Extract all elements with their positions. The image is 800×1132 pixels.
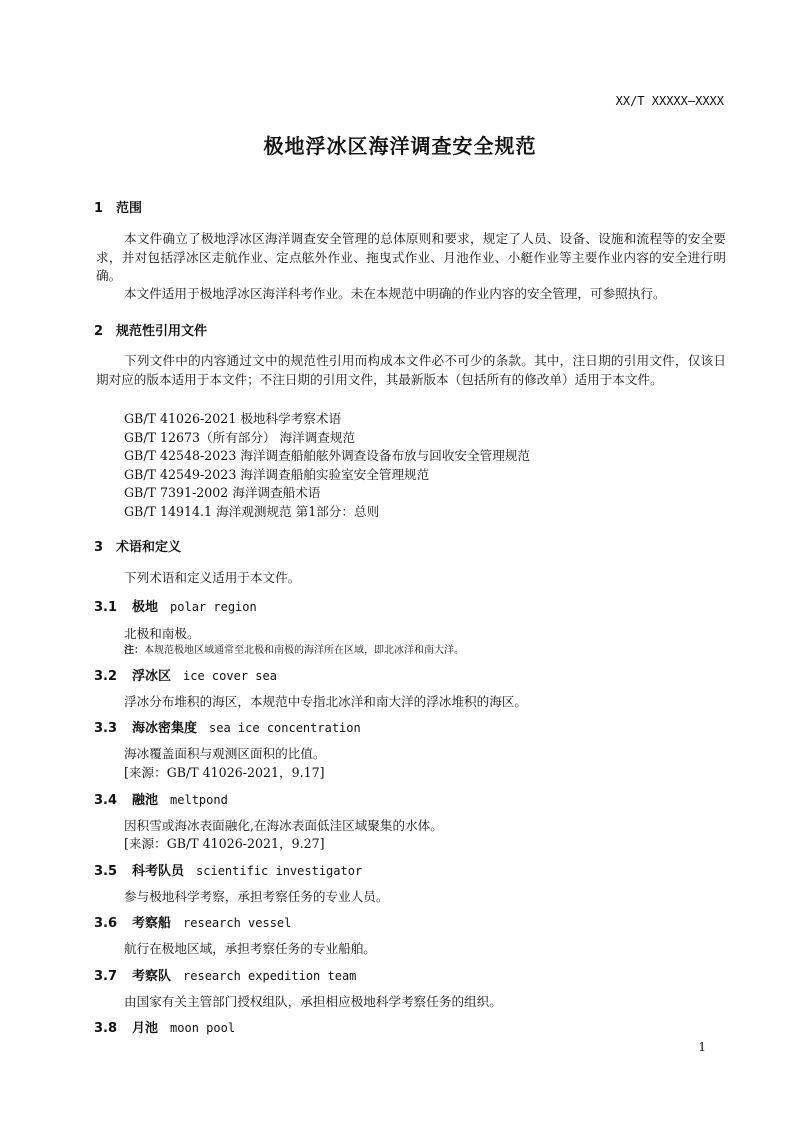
term-zh: 科考队员 — [132, 864, 185, 879]
term-source: [来源：GB/T 41026-2021，9.27] — [124, 836, 325, 851]
reference-item: GB/T 41026-2021 极地科学考察术语 — [124, 411, 342, 426]
term-heading-research-vessel — [94, 912, 291, 931]
term-zh: 极地 — [132, 600, 159, 615]
term-zh: 考察船 — [132, 916, 172, 931]
section-number: 3 — [94, 540, 104, 555]
term-heading-moon-pool — [94, 1017, 235, 1036]
note-text: 本规范极地区域通常至北极和南极的海洋所在区域，即北冰洋和南大洋。 — [144, 645, 464, 656]
term-heading-ice-cover-sea — [94, 665, 277, 684]
standard-code: XX/T XXXXX—XXXX — [615, 94, 724, 108]
term-heading-scientific-investigator — [94, 860, 362, 879]
section-title: 范围 — [116, 201, 143, 216]
term-heading-sea-ice-concentration — [94, 717, 361, 736]
term-definition: 海冰覆盖面积与观测区面积的比值。 — [124, 746, 326, 761]
term-number: 3.5 — [94, 864, 118, 879]
section-title: 规范性引用文件 — [116, 324, 208, 339]
terms-intro-paragraph: 下列术语和定义适用于本文件。 — [124, 570, 301, 585]
references-intro-paragraph: 下列文件中的内容通过文中的规范性引用而构成本文件必不可少的条款。其中，注日期的引用文件，仅该日期对应的版本适用于本文件；不注日期的引用文件，其最新版本（包括所有的修改单）适用于本文件。 — [96, 353, 726, 387]
term-zh: 月池 — [132, 1021, 159, 1036]
term-zh: 浮冰区 — [132, 669, 172, 684]
section-title: 术语和定义 — [116, 540, 182, 555]
reference-item: GB/T 7391-2002 海洋调查船术语 — [124, 485, 321, 500]
document-title: 极地浮冰区海洋调查安全规范 — [263, 134, 537, 158]
term-definition: 北极和南极。 — [124, 626, 200, 641]
term-en: sea ice concentration — [209, 721, 361, 735]
section-number: 1 — [94, 201, 104, 216]
term-zh: 海冰密集度 — [132, 721, 198, 736]
term-definition: 参与极地科学考察，承担考察任务的专业人员。 — [124, 889, 389, 904]
scope-paragraph-2: 本文件适用于极地浮冰区海洋科考作业。未在本规范中明确的作业内容的安全管理，可参照执行。 — [124, 286, 666, 301]
reference-item: GB/T 42548-2023 海洋调查船舶舷外调查设备布放与回收安全管理规范 — [124, 448, 530, 463]
term-number: 3.3 — [94, 721, 118, 736]
term-definition: 由国家有关主管部门授权组队，承担相应极地科学考察任务的组织。 — [124, 994, 502, 1009]
term-heading-research-expedition-team — [94, 965, 356, 984]
term-number: 3.2 — [94, 669, 118, 684]
term-en: polar region — [170, 600, 257, 614]
page-number: 1 — [698, 1040, 706, 1054]
term-note — [124, 641, 464, 656]
term-number: 3.6 — [94, 916, 118, 931]
term-en: research vessel — [183, 916, 292, 930]
term-heading-meltpond — [94, 789, 228, 808]
term-number: 3.4 — [94, 793, 118, 808]
term-number: 3.1 — [94, 600, 118, 615]
reference-item: GB/T 12673（所有部分） 海洋调查规范 — [124, 430, 356, 445]
section-number: 2 — [94, 324, 104, 339]
note-label: 注： — [124, 645, 144, 656]
term-zh: 融池 — [132, 793, 159, 808]
term-definition: 因积雪或海冰表面融化,在海冰表面低洼区域聚集的水体。 — [124, 818, 443, 833]
term-en: moon pool — [170, 1021, 236, 1035]
term-number: 3.8 — [94, 1021, 118, 1036]
term-en: meltpond — [170, 793, 228, 807]
term-definition: 浮冰分布堆积的海区，本规范中专指北冰洋和南大洋的浮冰堆积的海区。 — [124, 694, 527, 709]
term-zh: 考察队 — [132, 969, 172, 984]
term-source: [来源：GB/T 41026-2021，9.17] — [124, 765, 325, 780]
term-en: scientific investigator — [196, 864, 363, 878]
reference-item: GB/T 14914.1 海洋观测规范 第1部分：总则 — [124, 504, 380, 519]
term-number: 3.7 — [94, 969, 118, 984]
term-heading-polar-region — [94, 596, 257, 615]
section-heading-normative-references — [94, 320, 207, 339]
term-en: ice cover sea — [183, 669, 277, 683]
section-heading-scope — [94, 197, 142, 216]
term-definition: 航行在极地区域，承担考察任务的专业船舶。 — [124, 941, 376, 956]
reference-item: GB/T 42549-2023 海洋调查船舶实验室安全管理规范 — [124, 467, 430, 482]
term-en: research expedition team — [183, 969, 357, 983]
scope-paragraph-1: 本文件确立了极地浮冰区海洋调查安全管理的总体原则和要求，规定了人员、设备、设施和流程等的安全要求，并对包括浮冰区走航作业、定点舷外作业、拖曳式作业、月池作业、小艇作业等主要作业内容的安全进行明确。 — [96, 231, 726, 283]
section-heading-terms — [94, 536, 181, 555]
